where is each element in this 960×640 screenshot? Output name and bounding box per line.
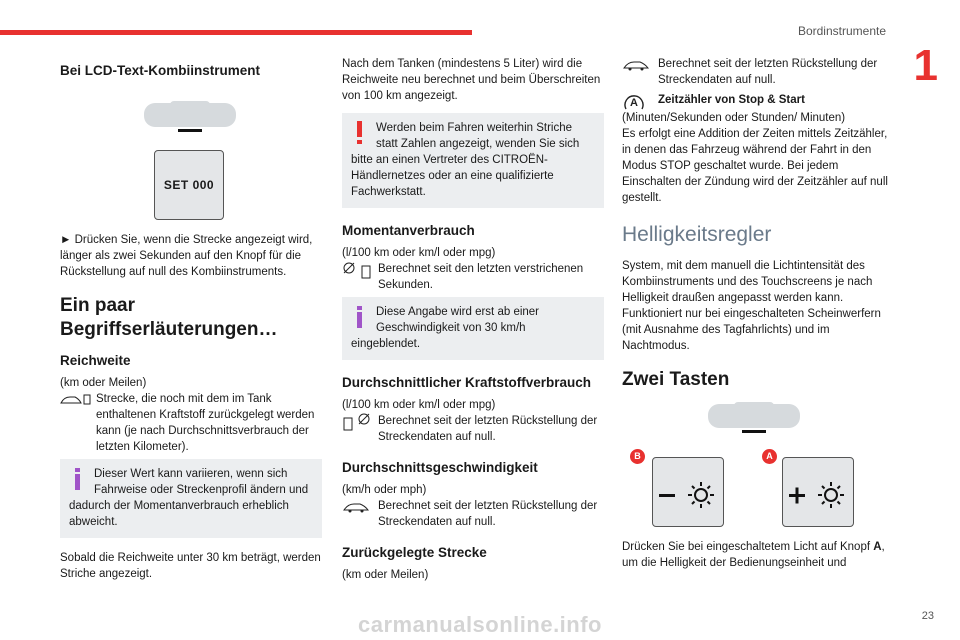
average-speed-description: Berechnet seit der letzten Rückstellung der Streckendaten auf null. [378,500,598,528]
refuel-text: Nach dem Tanken (mindestens 5 Liter) wird die Reichweite neu berechnet und beim Überschreiten von 100 km angezeigt. [342,58,601,102]
distance-heading: Zurückgelegte Strecke [342,545,487,560]
range-row [60,391,322,455]
brightness-keys [622,449,890,539]
set-display-panel [154,150,224,220]
brightness-decrease-key[interactable] [652,457,724,527]
brightness-heading: Helligkeitsregler [622,223,772,246]
brightness-increase-key[interactable] [782,457,854,527]
section-title: Bordinstrumente [797,24,886,38]
average-consumption-heading: Durchschnittlicher Kraftstoffverbrauch [342,375,592,390]
average-consumption-row [342,413,604,445]
badge-a: A [762,449,777,464]
sun-icon [818,482,844,508]
range-low-text: Sobald die Reichweite unter 30 km beträgt, werden Striche angezeigt. [60,552,321,580]
brightness-instruction: Drücken Sie bei eingeschaltetem Licht auf Knopf A, um die Helligkeit der Bedienungseinheit und [622,541,885,569]
reset-instruction: ► Drücken Sie, wenn die Strecke angezeigt wird, länger als zwei Sekunden auf den Knopf für die Rückstellung auf null des Kombiinstruments. [60,234,313,278]
plus-icon [789,488,805,504]
average-consumption-unit: (l/100 km oder km/l oder mpg) [342,399,496,411]
instant-consumption-description: Berechnet seit den letzten verstrichenen Sekunden. [378,263,584,291]
car-fuel-icon [60,391,94,409]
average-speed-unit: (km/h oder mph) [342,484,427,496]
lcd-heading: Bei LCD-Text-Kombiinstrument [60,63,261,78]
distance-row [622,56,890,88]
average-consumption-description: Berechnet seit der letzten Rückstellung der Streckendaten auf null. [378,415,598,443]
brightness-description: System, mit dem manuell die Lichtintensität des Kombiinstruments und des Touchscreens je nach Helligkeit draußen angepasst werden kann. Funktioniert nur bei eingeschalteten Scheinwerfern (mit Ausnahme des Tagfahrlichts) und im Nachtmodus. [622,260,881,352]
average-speed-row [342,498,604,530]
warning-note-text: Werden beim Fahren weiterhin Striche statt Zahlen angezeigt, wenden Sie sich bitte an einen Vertreter des CITROËN-Händlernetzes oder an eine qualifizierte Fachwerkstatt. [351,122,580,198]
info-note-speed-text: Diese Angabe wird erst ab einer Geschwindigkeit von 30 km/h eingeblendet. [351,306,540,350]
average-speed-heading: Durchschnittsgeschwindigkeit [342,460,538,475]
dashboard-icon [144,101,236,135]
page-number: 23 [921,610,934,622]
info-note-range [60,459,322,538]
info-icon [69,466,87,492]
range-unit: (km oder Meilen) [60,377,147,389]
stop-start-unit: (Minuten/Sekunden oder Stunden/ Minuten) [622,112,846,124]
stop-start-letter: A [630,97,638,109]
car-icon [622,56,656,74]
range-heading: Reichweite [60,353,131,368]
range-description: Strecke, die noch mit dem im Tank enthaltenen Kraftstoff zurückgelegt werden kann (je nach Durchschnittsverbrauch der letzten Kilometer). [96,393,315,453]
badge-b: B [630,449,645,464]
instant-consumption-row [342,261,604,293]
sun-icon [688,482,714,508]
column-middle [342,56,604,583]
distance-description: Berechnet seit der letzten Rückstellung der Streckendaten auf null. [658,58,878,86]
warning-icon [351,120,369,146]
fuel-pump-icon [342,413,376,431]
top-accent-bar [0,30,472,35]
minus-icon [659,494,675,497]
column-right [622,56,890,580]
dashboard-icon [708,402,800,436]
two-keys-heading: Zwei Tasten [622,369,730,390]
consumption-icon [342,261,376,279]
car-icon [342,498,376,516]
stop-start-icon [622,92,656,110]
warning-note [342,113,604,208]
stop-start-title: Zeitzähler von Stop & Start [658,94,805,106]
info-note-speed [342,297,604,360]
instant-consumption-unit: (l/100 km oder km/l oder mpg) [342,247,496,259]
info-icon [351,304,369,330]
set-display-text: SET 000 [163,178,215,192]
stop-start-row [622,92,890,110]
instant-consumption-heading: Momentanverbrauch [342,223,475,238]
distance-unit: (km oder Meilen) [342,569,429,581]
terms-heading: Ein paar Begriffserläuterungen… [60,295,278,340]
stop-start-description: Es erfolgt eine Addition der Zeiten mittels Zeitzähler, in denen das Fahrzeug während der Fahrt in den Modus STOP geschaltet wurde. Bei jedem Einschalten der Zündung wird der Zeitzähler auf null gestellt. [622,128,888,204]
column-left [60,56,322,591]
chapter-number: 1 [913,41,938,90]
watermark: carmanualsonline.info [358,612,602,637]
info-note-text: Dieser Wert kann variieren, wenn sich Fahrweise oder Streckenprofil ändern und dadurch der Momentanverbrauch erheblich abweicht. [69,468,309,528]
